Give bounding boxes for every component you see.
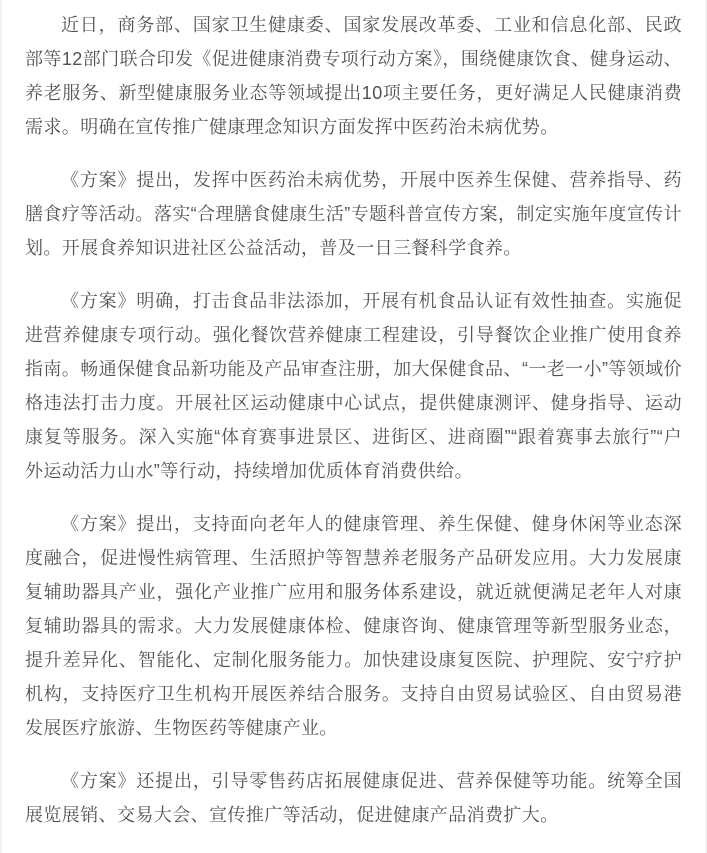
- article-paragraph-4: 《方案》提出，支持面向老年人的健康管理、养生保健、健身休闲等业态深度融合，促进慢性病管理、生活照护等智慧养老服务产品研发应用。大力发展康复辅助器具产业，强化产业推广应用和服务体系建设，就近就便满足老年人对康复辅助器具的需求。大力发展健康体检、健康咨询、健康管理等新型服务业态，提升差异化、智能化、定制化服务能力。加快建设康复医院、护理院、安宁疗护机构，支持医疗卫生机构开展医养结合服务。支持自由贸易试验区、自由贸易港发展医疗旅游、生物医药等健康产业。: [25, 514, 682, 738]
- article-paragraph-2: 《方案》提出，发挥中医药治未病优势，开展中医养生保健、营养指导、药膳食疗等活动。落实“合理膳食健康生活”专题科普宣传方案，制定实施年度宣传计划。开展食养知识进社区公益活动，普及一日三餐科学食养。: [25, 170, 682, 258]
- article-paragraph-3: 《方案》明确，打击食品非法添加，开展有机食品认证有效性抽查。实施促进营养健康专项行动。强化餐饮营养健康工程建设，引导餐饮企业推广使用食养指南。畅通保健食品新功能及产品审查注册，加大保健食品、“一老一小”等领域价格违法打击力度。开展社区运动健康中心试点，提供健康测评、健身指导、运动康复等服务。深入实施“体育赛事进景区、进街区、进商圈”“跟着赛事去旅行”“户外运动活力山水”等行动，持续增加优质体育消费供给。: [25, 291, 682, 481]
- article-paragraph-5: 《方案》还提出，引导零售药店拓展健康促进、营养保健等功能。统筹全国展览展销、交易大会、宣传推广等活动，促进健康产品消费扩大。: [25, 771, 682, 825]
- article-paragraph-1: 近日，商务部、国家卫生健康委、国家发展改革委、工业和信息化部、民政部等12部门联合印发《促进健康消费专项行动方案》，围绕健康饮食、健身运动、养老服务、新型健康服务业态等领域提出10项主要任务，更好满足人民健康消费需求。明确在宣传推广健康理念知识方面发挥中医药治未病优势。: [25, 15, 682, 137]
